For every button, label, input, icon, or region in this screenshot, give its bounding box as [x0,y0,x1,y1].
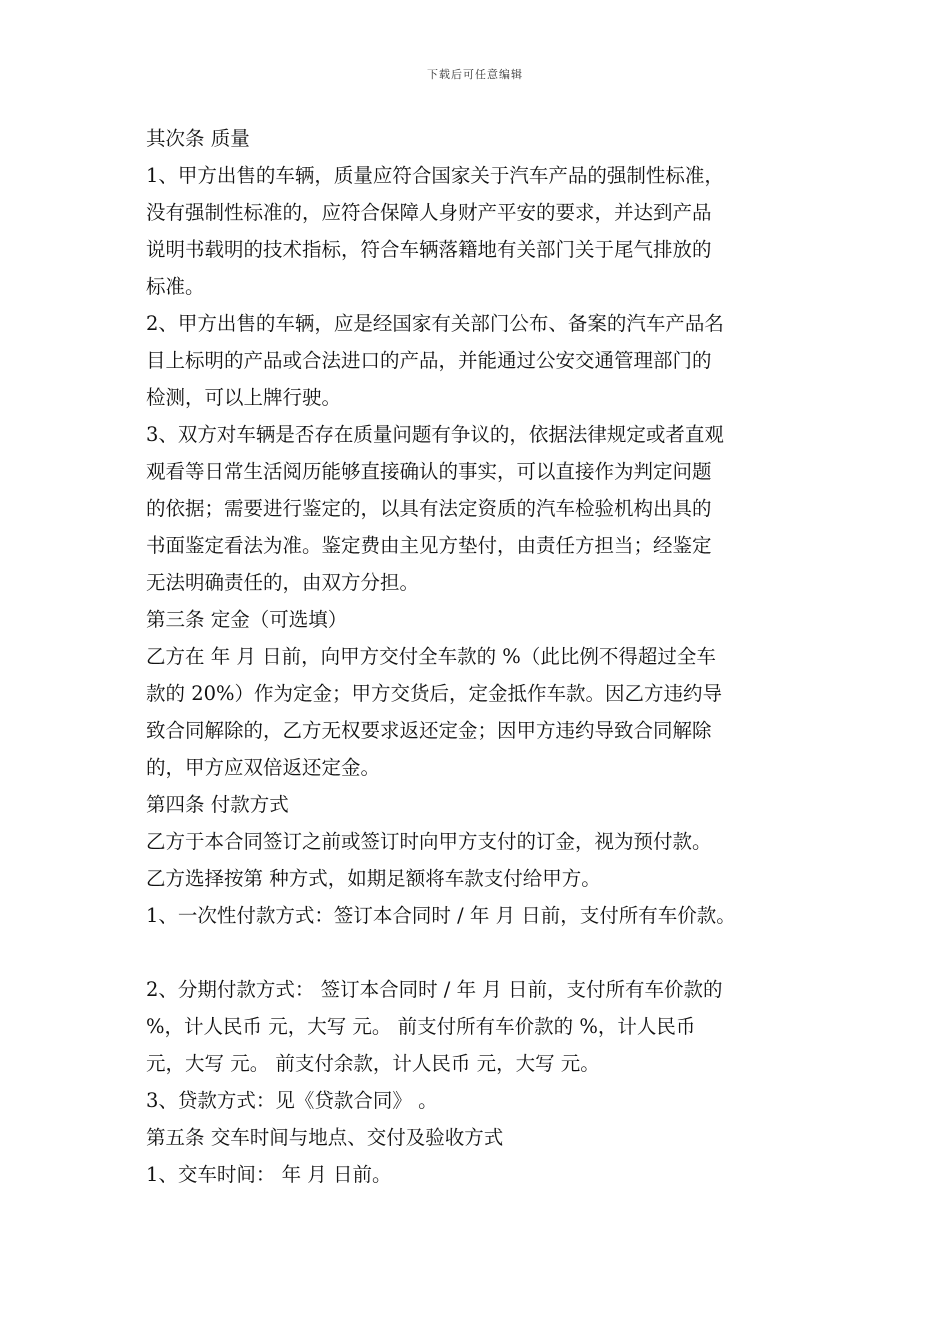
section-heading-delivery: 第五条 交车时间与地点、交付及验收方式 [146,1126,504,1149]
text-line: 没有强制性标准的，应符合保障人身财产平安的要求，并达到产品 [146,201,712,224]
text-line: %，计人民币 元，大写 元。 前支付所有车价款的 %，计人民币 [146,1015,696,1038]
section-heading-quality: 其次条 质量 [146,127,250,150]
text-line: 无法明确责任的，由双方分担。 [146,571,420,594]
text-line: 说明书载明的技术指标，符合车辆落籍地有关部门关于尾气排放的 [146,238,712,261]
text-line: 的，甲方应双倍返还定金。 [146,756,381,779]
text-line: 乙方选择按第 种方式，如期足额将车款支付给甲方。 [146,867,601,890]
text-line: 3、贷款方式：见《贷款合同》 。 [146,1089,438,1112]
text-line: 的依据；需要进行鉴定的，以具有法定资质的汽车检验机构出具的 [146,497,712,520]
document-body [146,120,826,1193]
text-line: 目上标明的产品或合法进口的产品，并能通过公安交通管理部门的 [146,349,712,372]
text-line: 款的 20%）作为定金；甲方交货后，定金抵作车款。因乙方违约导 [146,682,723,705]
text-line: 乙方于本合同签订之前或签订时向甲方支付的订金，视为预付款。 [146,830,712,853]
text-line: 致合同解除的，乙方无权要求返还定金；因甲方违约导致合同解除 [146,719,712,742]
text-line: 乙方在 年 月 日前，向甲方交付全车款的 %（此比例不得超过全车 [146,645,716,668]
section-heading-payment: 第四条 付款方式 [146,793,289,816]
text-line: 3、双方对车辆是否存在质量问题有争议的，依据法律规定或者直观 [146,423,724,446]
text-line: 元，大写 元。 前支付余款，计人民币 元，大写 元。 [146,1052,600,1075]
text-line: 观看等日常生活阅历能够直接确认的事实，可以直接作为判定问题 [146,460,712,483]
text-line: 2、分期付款方式： 签订本合同时 / 年 月 日前，支付所有车价款的 [146,978,723,1001]
text-line: 2、甲方出售的车辆，应是经国家有关部门公布、备案的汽车产品名 [146,312,724,335]
text-line: 标准。 [146,275,205,298]
text-line: 1、甲方出售的车辆，质量应符合国家关于汽车产品的强制性标准， [146,164,724,187]
text-line: 1、一次性付款方式：签订本合同时 / 年 月 日前，支付所有车价款。 [146,904,736,927]
section-heading-deposit: 第三条 定金（可选填） [146,608,348,631]
blank-line [146,934,826,971]
text-line: 1、交车时间： 年 月 日前。 [146,1163,392,1186]
text-line: 检测，可以上牌行驶。 [146,386,342,409]
text-line: 书面鉴定看法为准。鉴定费由主见方垫付，由责任方担当；经鉴定 [146,534,712,557]
page-header-note: 下载后可任意编辑 [427,68,523,81]
